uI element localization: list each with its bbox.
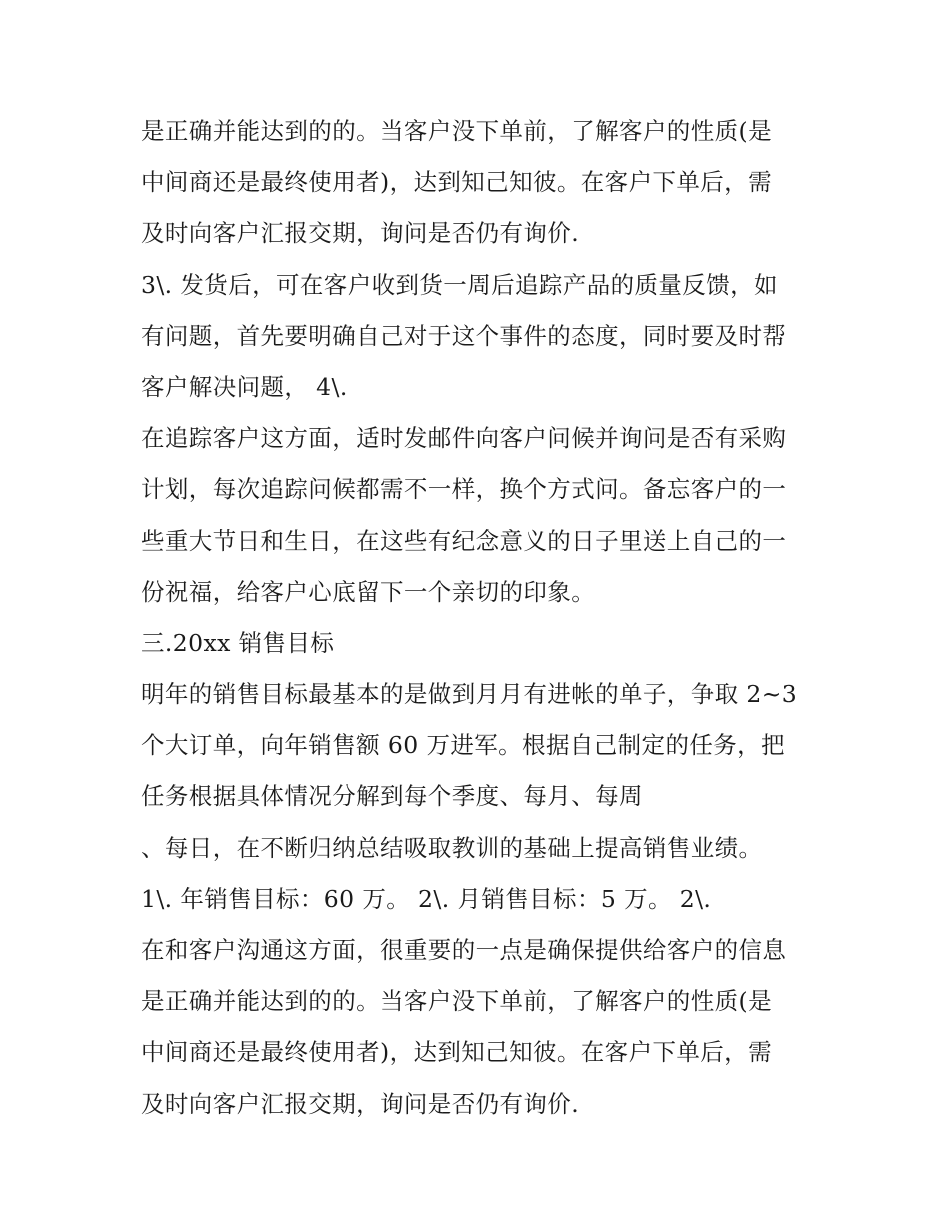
text-line: 是正确并能达到的的。当客户没下单前，了解客户的性质(是 [141, 117, 772, 145]
text-line: 3\. 发货后，可在客户收到货一周后追踪产品的质量反馈，如 [141, 270, 778, 299]
section-heading: 三.20xx 销售目标 [141, 628, 335, 657]
text-line: 1\. 年销售目标：60 万。 2\. 月销售目标：5 万。 2\. [141, 884, 712, 913]
text-line: 有问题，首先要明确自己对于这个事件的态度，同时要及时帮 [141, 321, 787, 350]
document-body [141, 106, 821, 1130]
text-line: 明年的销售目标最基本的是做到月月有进帐的单子，争取 2~3 [141, 680, 798, 709]
text-line: 及时向客户汇报交期，询问是否仍有询价. [141, 1089, 580, 1118]
text-line: 计划，每次追踪问候都需不一样，换个方式问。备忘客户的一 [141, 475, 787, 504]
text-line: 在追踪客户这方面，适时发邮件向客户问候并询问是否有采购 [141, 424, 787, 453]
text-line: 任务根据具体情况分解到每个季度、每月、每周 [141, 782, 643, 811]
text-line: 在和客户沟通这方面，很重要的一点是确保提供给客户的信息 [141, 936, 787, 964]
text-line: 中间商还是最终使用者)，达到知己知彼。在客户下单后，需 [141, 1038, 772, 1067]
text-line: 、每日，在不断归纳总结吸取教训的基础上提高销售业绩。 [141, 833, 763, 862]
text-line: 些重大节日和生日，在这些有纪念意义的日子里送上自己的一 [141, 526, 787, 555]
text-line: 中间商还是最终使用者)，达到知己知彼。在客户下单后，需 [141, 168, 772, 197]
text-line: 客户解决问题， 4\. [141, 372, 348, 401]
text-line: 及时向客户汇报交期，询问是否仍有询价. [141, 219, 580, 248]
text-line: 是正确并能达到的的。当客户没下单前，了解客户的性质(是 [141, 987, 772, 1016]
text-line: 个大订单，向年销售额 60 万进军。根据自己制定的任务，把 [141, 731, 785, 760]
text-line: 份祝福，给客户心底留下一个亲切的印象。 [141, 577, 596, 606]
